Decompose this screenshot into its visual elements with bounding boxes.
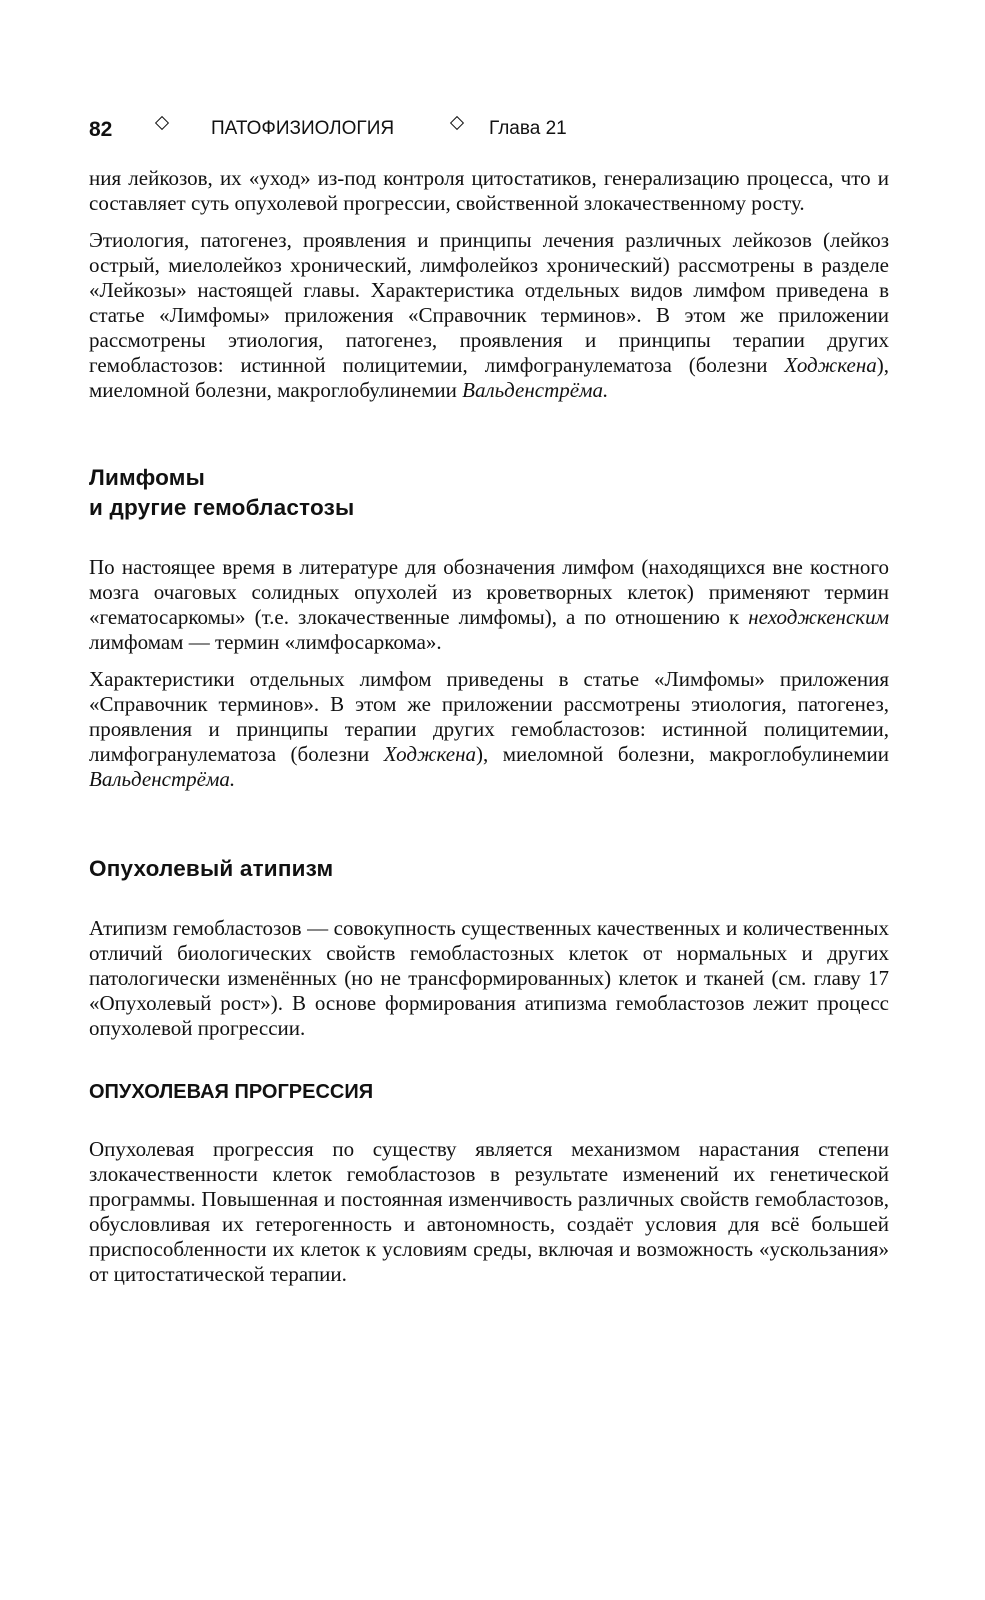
paragraph-lymphoma-terms — [89, 555, 889, 655]
heading-tumor-progression: ОПУХОЛЕВАЯ ПРОГРЕССИЯ — [89, 1081, 374, 1103]
text-run: Характеристики отдельных лимфом приведены в статье «Лимфомы» приложения «Справочник терминов». В этом же приложении рассмотрены этиология, патогенез, проявления и принципы терапии других гемобластозов: истинной полицитемии, лимфогранулематоза (болезни — [89, 667, 889, 766]
running-head — [89, 118, 889, 148]
paragraph-continuation: ния лейкозов, их «уход» из-под контроля цитостатиков, генерализацию процесса, что и составляет суть опухолевой прогрессии, свойственной злокачественному росту. — [89, 166, 889, 215]
paragraph-progression: Опухолевая прогрессия по существу является механизмом нарастания степени злокачественности клеток гемобластозов в результате изменений их генетической программы. Повышенная и постоянная изменчивость различных свойств гемобластозов, обусловливая их гетерогенность и автономность, создаёт условия для всё большей приспособленности их клеток к условиям среды, включая и возможность «ускользания» от цитостатической терапии. — [89, 1137, 889, 1286]
text-run: По настоящее время в литературе для обозначения лимфом (находящихся вне костного мозга очаговых солидных опухолей из кроветворных клеток) применяют термин «гематосаркомы» (т.е. злокачественные лимфомы), а по отношению к — [89, 555, 889, 629]
italic-name: Ходжкена — [784, 353, 877, 377]
heading-line: и другие гемобластозы — [89, 495, 355, 520]
page-number: 82 — [89, 118, 113, 141]
heading-tumor-atypism: Опухолевый атипизм — [89, 856, 334, 881]
italic-name: Ходжкена — [383, 742, 477, 766]
italic-name: Вальденстрёма. — [462, 378, 609, 402]
text-run: лимфомам — термин «лимфосаркома». — [89, 630, 442, 654]
heading-line: Лимфомы — [89, 465, 206, 490]
italic-name: Вальденстрёма. — [89, 767, 236, 791]
book-page — [89, 118, 889, 1287]
italic-term: неходжкенским — [748, 605, 889, 629]
text-run: ), миеломной болезни, макроглобулинемии — [89, 353, 889, 402]
chapter-label: Глава 21 — [489, 118, 567, 139]
book-title: ПАТОФИЗИОЛОГИЯ — [211, 118, 395, 139]
text-run: ), миеломной болезни, макроглобулинемии — [476, 742, 889, 766]
paragraph-lymphoma-characteristics — [89, 667, 889, 792]
heading-lymphomas — [89, 463, 889, 523]
paragraph-etiology — [89, 228, 889, 403]
paragraph-atypism: Атипизм гемобластозов — совокупность существенных качественных и количественных отличий биологических свойств гемобластозных клеток от нормальных и других патологически изменённых (но не трансформированных) клеток и тканей (см. главу 17 «Опухолевый рост»). В основе формирования атипизма гемобластозов лежит процесс опухолевой прогрессии. — [89, 916, 889, 1040]
text-run: Этиология, патогенез, проявления и принципы лечения различных лейкозов (лейкоз острый, миелолейкоз хронический, лимфолейкоз хронический) рассмотрены в разделе «Лейкозы» настоящей главы. Характеристика отдельных видов лимфом приведена в статье «Лимфомы» приложения «Справочник терминов». В этом же приложении рассмотрены этиология, патогенез, проявления и принципы терапии других гемобластозов: истинной полицитемии, лимфогранулематоза (болезни — [89, 228, 889, 377]
